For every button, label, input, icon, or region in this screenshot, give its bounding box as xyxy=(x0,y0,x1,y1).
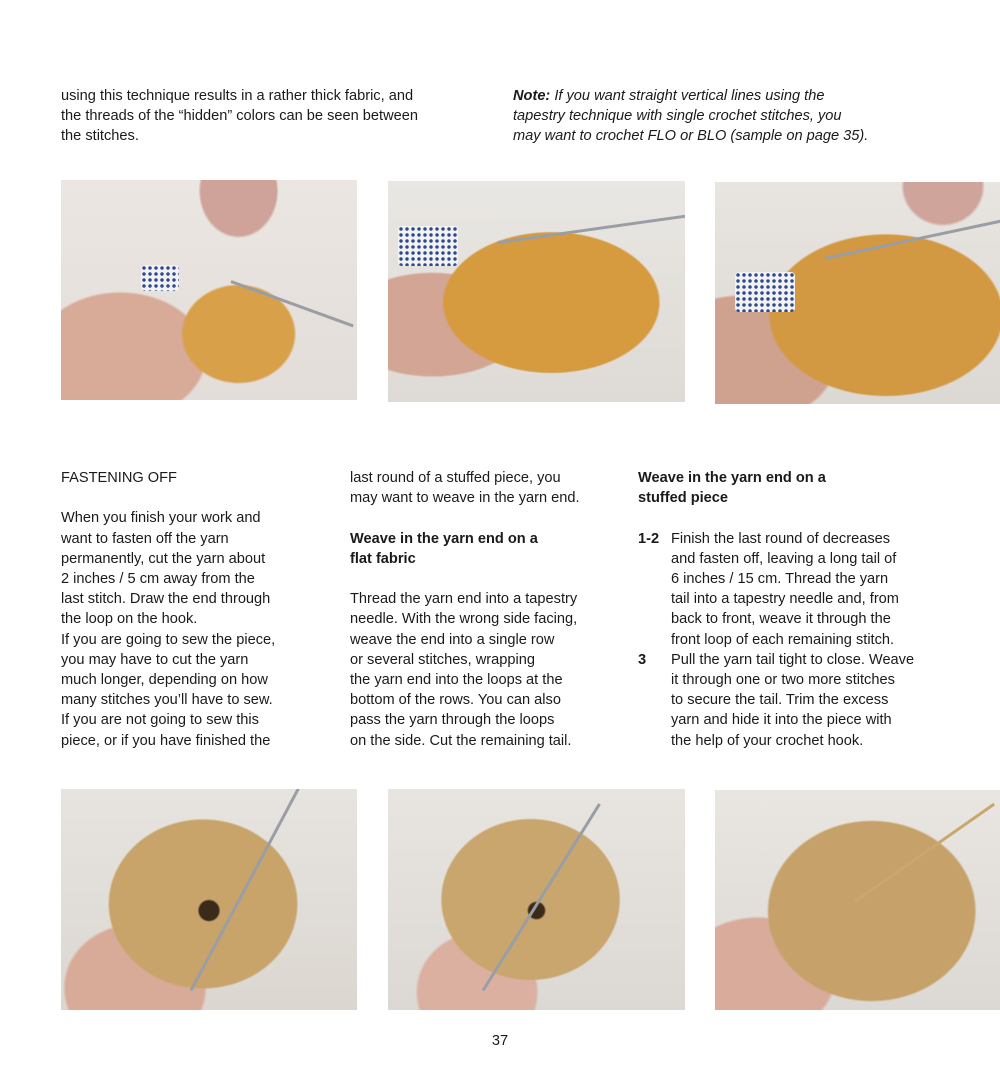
photo-weave-3 xyxy=(715,790,1000,1010)
tapestry-needle xyxy=(190,789,301,991)
text-line: it through one or two more stitches xyxy=(671,672,895,689)
text-line: the stitches. xyxy=(61,128,139,145)
text-line: on the side. Cut the remaining tail. xyxy=(350,732,572,749)
photo-weave-1 xyxy=(61,789,357,1010)
thimble xyxy=(141,265,179,291)
intro-paragraph xyxy=(61,86,418,147)
text-line: much longer, depending on how xyxy=(61,672,268,689)
text-line: last round of a stuffed piece, you xyxy=(350,470,561,486)
crochet-hook xyxy=(825,220,1000,260)
text-line: or several stitches, wrapping xyxy=(350,651,535,668)
section-heading: FASTENING OFF xyxy=(61,470,177,486)
text-line: weave the end into a single row xyxy=(350,631,555,648)
step-number: 1-2 xyxy=(638,530,660,547)
text-line: tail into a tapestry needle and, from xyxy=(671,591,899,608)
text-line: using this technique results in a rather thick fabric, and xyxy=(61,88,414,104)
section-heading: stuffed piece xyxy=(638,490,729,507)
crochet-hook xyxy=(498,215,685,244)
column-flat-fabric xyxy=(350,468,580,751)
text-line: 6 inches / 15 cm. Thread the yarn xyxy=(671,571,889,587)
text-line: front loop of each remaining stitch. xyxy=(671,631,895,648)
section-heading: Weave in the yarn end on a xyxy=(638,470,826,486)
step-number: 3 xyxy=(638,651,647,668)
text-line: many stitches you’ll have to sew. xyxy=(61,692,273,709)
text-line: needle. With the wrong side facing, xyxy=(350,611,578,628)
thimble xyxy=(398,226,458,266)
text-line: last stitch. Draw the end through xyxy=(61,591,271,608)
text-line: you may have to cut the yarn xyxy=(61,651,249,668)
text-line: may want to crochet FLO or BLO (sample on page 35). xyxy=(513,128,869,145)
text-line: Pull the yarn tail tight to close. Weave xyxy=(671,651,915,668)
yarn-tail xyxy=(854,803,995,903)
page-number: 37 xyxy=(491,1033,509,1049)
text-line: back to front, weave it through the xyxy=(671,611,891,628)
text-line: tapestry technique with single crochet stitches, you xyxy=(513,108,842,125)
text-line: to secure the tail. Trim the excess xyxy=(671,692,889,709)
text-line: the yarn end into the loops at the xyxy=(350,672,563,688)
column-stuffed-piece xyxy=(638,468,914,751)
text-line: When you finish your work and xyxy=(61,510,261,527)
note-paragraph xyxy=(513,86,868,147)
tapestry-needle xyxy=(482,803,601,991)
photo-step-3 xyxy=(715,182,1000,404)
text-line: the threads of the “hidden” colors can be seen between xyxy=(61,108,418,125)
section-heading: flat fabric xyxy=(350,550,416,567)
text-line: the help of your crochet hook. xyxy=(671,732,864,749)
thimble xyxy=(735,272,795,312)
column-fastening-off xyxy=(61,468,275,751)
photo-step-1 xyxy=(61,180,357,400)
note-label: Note: xyxy=(513,88,551,104)
text-line: pass the yarn through the loops xyxy=(350,712,555,729)
text-line: want to fasten off the yarn xyxy=(61,530,229,547)
text-line: and fasten off, leaving a long tail of xyxy=(671,550,897,567)
text-line: 2 inches / 5 cm away from the xyxy=(61,571,255,587)
text-line: If you are not going to sew this xyxy=(61,712,259,729)
photo-step-2 xyxy=(388,181,685,402)
text-line: piece, or if you have finished the xyxy=(61,732,271,749)
text-line: yarn and hide it into the piece with xyxy=(671,712,892,729)
text-line: Thread the yarn end into a tapestry xyxy=(350,591,578,608)
text-line: If you want straight vertical lines using the xyxy=(550,88,825,104)
step-3 xyxy=(638,650,914,751)
text-line: may want to weave in the yarn end. xyxy=(350,490,580,507)
photo-weave-2 xyxy=(388,789,685,1010)
text-line: Finish the last round of decreases xyxy=(671,530,891,547)
section-heading: Weave in the yarn end on a xyxy=(350,530,538,547)
text-line: the loop on the hook. xyxy=(61,611,198,628)
text-line: bottom of the rows. You can also xyxy=(350,692,561,709)
crochet-hook xyxy=(230,280,353,327)
text-line: If you are going to sew the piece, xyxy=(61,631,276,648)
text-line: permanently, cut the yarn about xyxy=(61,550,266,567)
step-1-2 xyxy=(638,529,914,650)
